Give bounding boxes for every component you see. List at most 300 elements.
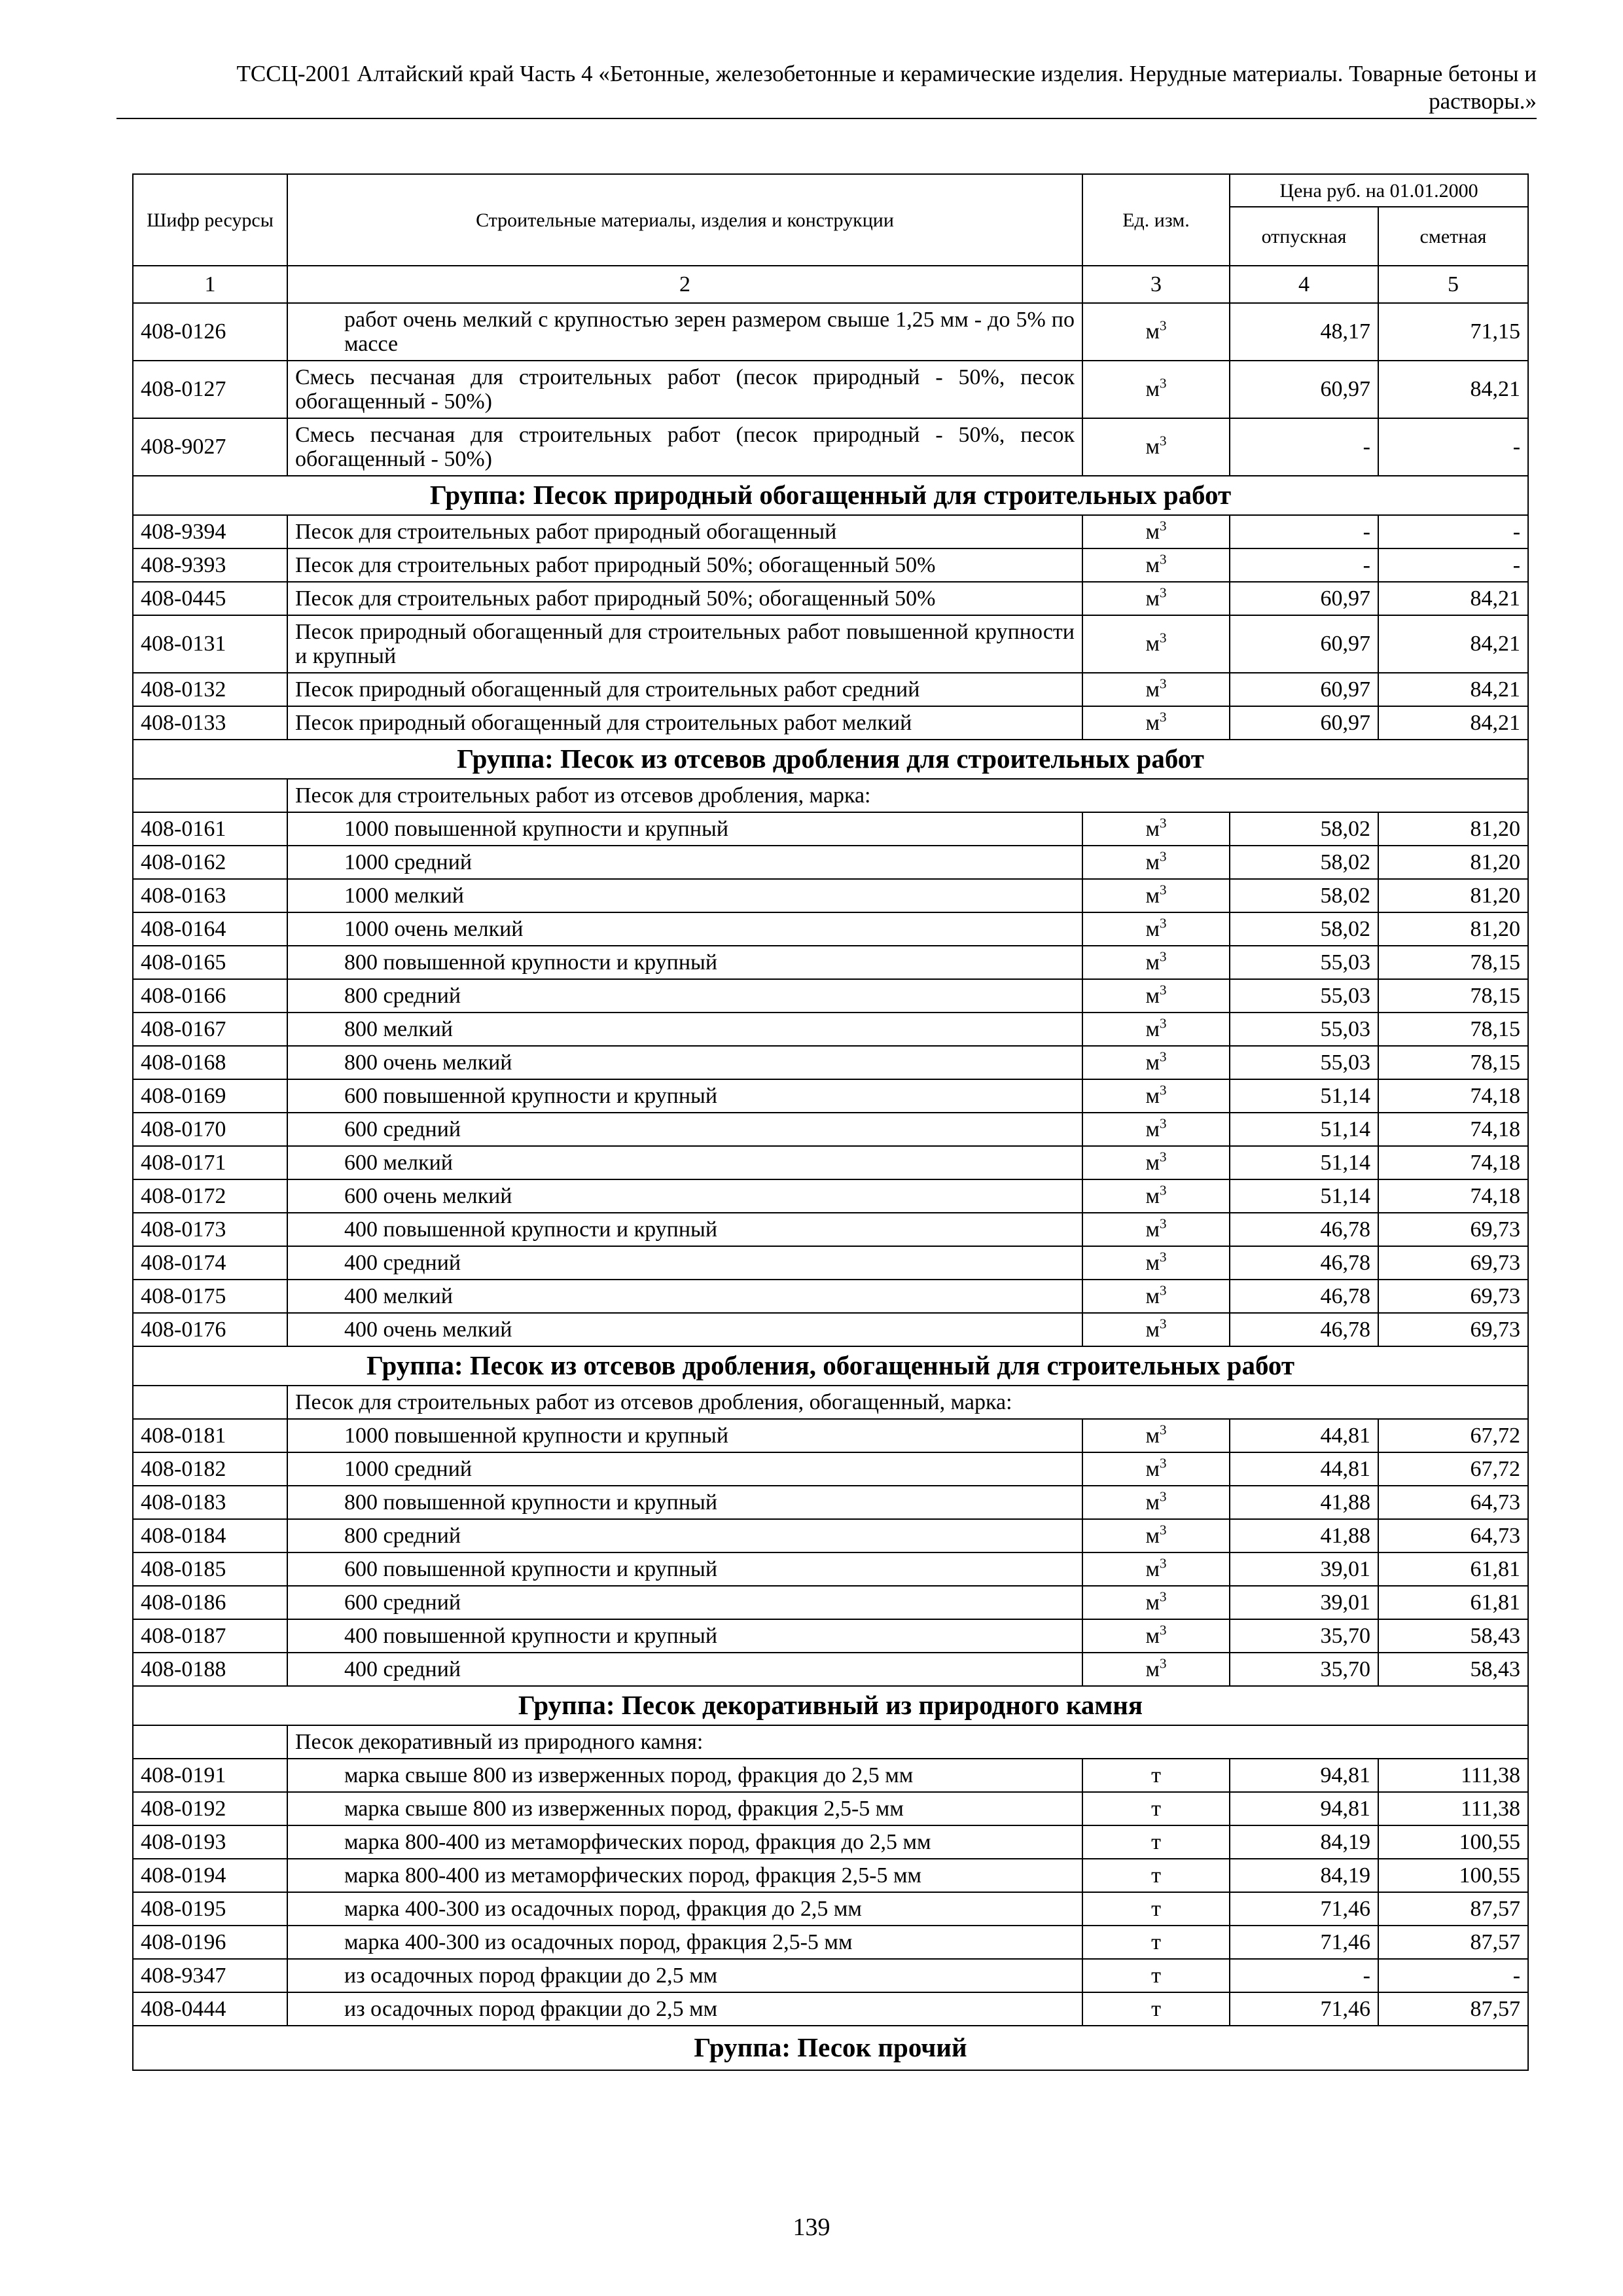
col-unit-header: Ед. изм. [1082,174,1230,266]
resource-code: 408-0194 [133,1859,287,1892]
table-row [133,1179,1528,1213]
unit-text: т [1151,1996,1161,2021]
table-row [133,1992,1528,2026]
unit-of-measure [1082,673,1230,706]
table-row [133,1892,1528,1926]
empty-code-cell [133,779,287,812]
estimate-price: 81,20 [1378,846,1528,879]
release-price: - [1230,418,1378,476]
table-row [133,1825,1528,1859]
unit-text: м [1145,850,1160,874]
material-name: марка свыше 800 из изверженных пород, фракция до 2,5 мм [287,1759,1082,1792]
group-heading-row [133,476,1528,515]
release-price: 41,88 [1230,1519,1378,1552]
unit-text: т [1151,1929,1161,1954]
unit-exponent: 3 [1160,1622,1167,1638]
table-row [133,912,1528,946]
material-name: 1000 средний [287,1452,1082,1486]
unit-text: м [1145,1283,1160,1308]
material-name: 800 средний [287,1519,1082,1552]
material-name: 1000 очень мелкий [287,912,1082,946]
estimate-price: 64,73 [1378,1486,1528,1519]
resource-code: 408-0176 [133,1313,287,1346]
release-price: 94,81 [1230,1792,1378,1825]
table-row [133,1926,1528,1959]
unit-text: т [1151,1829,1161,1854]
estimate-price: 78,15 [1378,946,1528,979]
release-price: 60,97 [1230,673,1378,706]
page-header [116,60,1537,119]
resource-code: 408-0191 [133,1759,287,1792]
estimate-price: 87,57 [1378,1926,1528,1959]
unit-exponent: 3 [1160,1215,1167,1232]
estimate-price: 81,20 [1378,812,1528,846]
unit-of-measure [1082,418,1230,476]
material-name: марка 800-400 из метаморфических пород, фракция 2,5-5 мм [287,1859,1082,1892]
material-name: Песок для строительных работ природный обогащенный [287,515,1082,548]
release-price: 58,02 [1230,846,1378,879]
unit-exponent: 3 [1160,1115,1167,1132]
unit-of-measure [1082,706,1230,740]
group-heading-row [133,2026,1528,2070]
resource-code: 408-9394 [133,515,287,548]
table-row [133,1313,1528,1346]
unit-text: м [1145,710,1160,735]
unit-text: м [1145,1623,1160,1648]
table-row [133,1146,1528,1179]
unit-exponent: 3 [1160,1316,1167,1332]
unit-of-measure [1082,1313,1230,1346]
release-price: 39,01 [1230,1586,1378,1619]
table-row [133,303,1528,361]
resource-code: 408-0164 [133,912,287,946]
unit-of-measure [1082,1992,1230,2026]
estimate-price: 69,73 [1378,1213,1528,1246]
resource-code: 408-0169 [133,1079,287,1113]
unit-exponent: 3 [1160,584,1167,601]
resource-code: 408-0181 [133,1419,287,1452]
release-price: 71,46 [1230,1926,1378,1959]
resource-code: 408-0182 [133,1452,287,1486]
table-row [133,1246,1528,1280]
release-price: 41,88 [1230,1486,1378,1519]
resource-code: 408-0168 [133,1046,287,1079]
unit-exponent: 3 [1160,1015,1167,1031]
unit-text: м [1145,552,1160,577]
col-code-header: Шифр ресурсы [133,174,287,266]
unit-exponent: 3 [1160,1422,1167,1438]
unit-exponent: 3 [1160,1455,1167,1471]
release-price: 55,03 [1230,1046,1378,1079]
resource-code: 408-0163 [133,879,287,912]
unit-of-measure [1082,548,1230,582]
resource-code: 408-0444 [133,1992,287,2026]
estimate-price: 67,72 [1378,1452,1528,1486]
estimate-price: 71,15 [1378,303,1528,361]
release-price: 46,78 [1230,1280,1378,1313]
resource-code: 408-0161 [133,812,287,846]
col-price-header: Цена руб. на 01.01.2000 [1230,174,1528,207]
resource-code: 408-0165 [133,946,287,979]
table-row [133,615,1528,673]
estimate-price: 78,15 [1378,1013,1528,1046]
material-name: Песок природный обогащенный для строительных работ повышенной крупности и крупный [287,615,1082,673]
table-row [133,946,1528,979]
unit-text: м [1145,1523,1160,1548]
unit-exponent: 3 [1160,518,1167,534]
resource-code: 408-0170 [133,1113,287,1146]
unit-of-measure [1082,1926,1230,1959]
estimate-price: 67,72 [1378,1419,1528,1452]
resource-code: 408-0192 [133,1792,287,1825]
unit-text: м [1145,1590,1160,1615]
estimate-price: 81,20 [1378,879,1528,912]
unit-of-measure [1082,1759,1230,1792]
unit-of-measure [1082,615,1230,673]
table-row [133,1552,1528,1586]
estimate-price: 64,73 [1378,1519,1528,1552]
material-name: марка 400-300 из осадочных пород, фракция до 2,5 мм [287,1892,1082,1926]
estimate-price: 87,57 [1378,1892,1528,1926]
unit-exponent: 3 [1160,317,1167,334]
estimate-price: 69,73 [1378,1280,1528,1313]
subheading-row [133,1725,1528,1759]
unit-text: м [1145,1150,1160,1175]
unit-of-measure [1082,1792,1230,1825]
unit-exponent: 3 [1160,433,1167,449]
unit-of-measure [1082,1653,1230,1686]
unit-exponent: 3 [1160,709,1167,725]
material-name: работ очень мелкий с крупностью зерен размером свыше 1,25 мм - до 5% по массе [287,303,1082,361]
unit-of-measure [1082,846,1230,879]
unit-exponent: 3 [1160,675,1167,692]
table-row [133,1486,1528,1519]
material-name: 600 мелкий [287,1146,1082,1179]
resource-code: 408-9393 [133,548,287,582]
group-title: Группа: Песок из отсевов дробления для строительных работ [133,740,1528,779]
unit-of-measure [1082,1146,1230,1179]
estimate-price: 74,18 [1378,1179,1528,1213]
material-name: 600 повышенной крупности и крупный [287,1552,1082,1586]
estimate-price: 81,20 [1378,912,1528,946]
group-title: Группа: Песок из отсевов дробления, обогащенный для строительных работ [133,1346,1528,1386]
table-row [133,1759,1528,1792]
unit-text: т [1151,1763,1161,1787]
estimate-price: 87,57 [1378,1992,1528,2026]
table-row [133,812,1528,846]
unit-text: м [1145,1556,1160,1581]
material-name: Песок для строительных работ природный 50%; обогащенный 50% [287,582,1082,615]
table-row [133,1113,1528,1146]
release-price: 55,03 [1230,979,1378,1013]
unit-exponent: 3 [1160,1588,1167,1605]
table-row [133,1046,1528,1079]
unit-of-measure [1082,1892,1230,1926]
col-number: 3 [1082,266,1230,303]
estimate-price: 78,15 [1378,979,1528,1013]
unit-exponent: 3 [1160,1522,1167,1538]
unit-exponent: 3 [1160,1082,1167,1098]
resource-code: 408-0167 [133,1013,287,1046]
release-price: 84,19 [1230,1859,1378,1892]
unit-exponent: 3 [1160,1049,1167,1065]
estimate-price: 74,18 [1378,1113,1528,1146]
col-number: 1 [133,266,287,303]
group-title: Группа: Песок декоративный из природного камня [133,1686,1528,1725]
unit-exponent: 3 [1160,375,1167,391]
material-name: из осадочных пород фракции до 2,5 мм [287,1992,1082,2026]
unit-text: т [1151,1896,1161,1921]
unit-text: м [1145,319,1160,344]
material-name: 600 средний [287,1113,1082,1146]
material-name: 400 очень мелкий [287,1313,1082,1346]
table-row [133,1280,1528,1313]
col-name-header: Строительные материалы, изделия и конструкции [287,174,1082,266]
unit-of-measure [1082,1213,1230,1246]
estimate-price: 74,18 [1378,1146,1528,1179]
unit-of-measure [1082,1959,1230,1992]
unit-exponent: 3 [1160,1182,1167,1198]
release-price: 46,78 [1230,1313,1378,1346]
material-name: 1000 повышенной крупности и крупный [287,812,1082,846]
estimate-price: 100,55 [1378,1825,1528,1859]
resource-code: 408-0195 [133,1892,287,1926]
resource-code: 408-0186 [133,1586,287,1619]
release-price: 51,14 [1230,1146,1378,1179]
subheading-row [133,1386,1528,1419]
unit-text: т [1151,1863,1161,1888]
material-name: марка 400-300 из осадочных пород, фракция 2,5-5 мм [287,1926,1082,1959]
table-row [133,1213,1528,1246]
unit-of-measure [1082,946,1230,979]
unit-text: т [1151,1963,1161,1988]
table-row [133,1519,1528,1552]
unit-of-measure [1082,1859,1230,1892]
group-heading-row [133,740,1528,779]
unit-of-measure [1082,1246,1230,1280]
unit-text: м [1145,1317,1160,1342]
release-price: 48,17 [1230,303,1378,361]
unit-of-measure [1082,879,1230,912]
estimate-price: 74,18 [1378,1079,1528,1113]
unit-of-measure [1082,912,1230,946]
unit-of-measure [1082,515,1230,548]
estimate-price: 58,43 [1378,1653,1528,1686]
unit-of-measure [1082,1586,1230,1619]
estimate-price: 111,38 [1378,1759,1528,1792]
release-price: 51,14 [1230,1079,1378,1113]
estimate-price: 69,73 [1378,1313,1528,1346]
estimate-price: 69,73 [1378,1246,1528,1280]
unit-of-measure [1082,979,1230,1013]
estimate-price: 61,81 [1378,1586,1528,1619]
col-estimate-header: сметная [1378,207,1528,266]
table-row [133,1792,1528,1825]
table-row [133,1959,1528,1992]
col-number: 4 [1230,266,1378,303]
release-price: 39,01 [1230,1552,1378,1586]
unit-exponent: 3 [1160,1249,1167,1265]
unit-of-measure [1082,812,1230,846]
material-name: 600 очень мелкий [287,1179,1082,1213]
unit-text: м [1145,1183,1160,1208]
material-name: 400 повышенной крупности и крупный [287,1619,1082,1653]
resource-code: 408-0174 [133,1246,287,1280]
material-name: 1000 мелкий [287,879,1082,912]
material-name: 800 повышенной крупности и крупный [287,946,1082,979]
estimate-price: 58,43 [1378,1619,1528,1653]
material-name: 800 повышенной крупности и крупный [287,1486,1082,1519]
material-name: Песок природный обогащенный для строительных работ мелкий [287,706,1082,740]
resource-code: 408-0175 [133,1280,287,1313]
material-name: 600 средний [287,1586,1082,1619]
release-price: 55,03 [1230,1013,1378,1046]
unit-text: м [1145,1016,1160,1041]
estimate-price: - [1378,1959,1528,1992]
table-head [133,174,1528,303]
estimate-price: 84,21 [1378,706,1528,740]
resource-code: 408-0184 [133,1519,287,1552]
table-row [133,1859,1528,1892]
price-table [132,173,1529,2071]
subheading-text: Песок для строительных работ из отсевов дробления, марка: [287,779,1528,812]
estimate-price: 111,38 [1378,1792,1528,1825]
unit-of-measure [1082,361,1230,418]
release-price: 51,14 [1230,1179,1378,1213]
unit-of-measure [1082,1113,1230,1146]
group-title: Группа: Песок прочий [133,2026,1528,2070]
unit-of-measure [1082,1486,1230,1519]
table-row [133,1419,1528,1452]
unit-of-measure [1082,303,1230,361]
release-price: 84,19 [1230,1825,1378,1859]
unit-exponent: 3 [1160,1655,1167,1672]
table-row [133,1452,1528,1486]
group-title: Группа: Песок природный обогащенный для строительных работ [133,476,1528,515]
resource-code: 408-0183 [133,1486,287,1519]
unit-exponent: 3 [1160,815,1167,831]
resource-code: 408-0445 [133,582,287,615]
unit-of-measure [1082,1552,1230,1586]
unit-exponent: 3 [1160,1488,1167,1505]
unit-text: т [1151,1796,1161,1821]
table-row [133,1013,1528,1046]
unit-text: м [1145,950,1160,975]
table-row [133,846,1528,879]
release-price: 94,81 [1230,1759,1378,1792]
unit-exponent: 3 [1160,1282,1167,1299]
col-number: 5 [1378,266,1528,303]
release-price: 35,70 [1230,1619,1378,1653]
release-price: 46,78 [1230,1246,1378,1280]
resource-code: 408-0187 [133,1619,287,1653]
release-price: 46,78 [1230,1213,1378,1246]
estimate-price: 84,21 [1378,361,1528,418]
group-heading-row [133,1346,1528,1386]
unit-of-measure [1082,1619,1230,1653]
table-row [133,1079,1528,1113]
unit-text: м [1145,632,1160,656]
release-price: 44,81 [1230,1419,1378,1452]
release-price: 44,81 [1230,1452,1378,1486]
resource-code: 408-9027 [133,418,287,476]
release-price: 58,02 [1230,812,1378,846]
table-row [133,548,1528,582]
unit-text: м [1145,1250,1160,1275]
resource-code: 408-0172 [133,1179,287,1213]
table-row [133,361,1528,418]
resource-code: 408-0162 [133,846,287,879]
material-name: из осадочных пород фракции до 2,5 мм [287,1959,1082,1992]
material-name: 400 средний [287,1246,1082,1280]
unit-text: м [1145,435,1160,459]
group-heading-row [133,1686,1528,1725]
table-row [133,706,1528,740]
col-number: 2 [287,266,1082,303]
resource-code: 408-0131 [133,615,287,673]
estimate-price: 78,15 [1378,1046,1528,1079]
release-price: 60,97 [1230,582,1378,615]
material-name: Смесь песчаная для строительных работ (песок природный - 50%, песок обогащенный - 50%) [287,418,1082,476]
empty-code-cell [133,1725,287,1759]
material-name: марка свыше 800 из изверженных пород, фракция 2,5-5 мм [287,1792,1082,1825]
release-price: - [1230,548,1378,582]
material-name: Песок для строительных работ природный 50%; обогащенный 50% [287,548,1082,582]
resource-code: 408-0173 [133,1213,287,1246]
table-row [133,879,1528,912]
unit-text: м [1145,816,1160,841]
unit-text: м [1145,677,1160,702]
unit-of-measure [1082,1179,1230,1213]
release-price: 58,02 [1230,912,1378,946]
header-line-1: ТССЦ-2001 Алтайский край Часть 4 «Бетонные, железобетонные и керамические изделия. Нерудные материалы. Товарные бетоны и [236,61,1537,86]
resource-code: 408-0132 [133,673,287,706]
unit-of-measure [1082,1280,1230,1313]
release-price: 71,46 [1230,1992,1378,2026]
estimate-price: 100,55 [1378,1859,1528,1892]
release-price: 55,03 [1230,946,1378,979]
unit-of-measure [1082,1013,1230,1046]
resource-code: 408-0166 [133,979,287,1013]
estimate-price: 61,81 [1378,1552,1528,1586]
resource-code: 408-0133 [133,706,287,740]
material-name: 800 мелкий [287,1013,1082,1046]
table-row [133,1653,1528,1686]
page-number: 139 [793,2214,830,2241]
release-price: - [1230,1959,1378,1992]
unit-text: м [1145,983,1160,1008]
release-price: 51,14 [1230,1113,1378,1146]
material-name: 800 средний [287,979,1082,1013]
estimate-price: 84,21 [1378,615,1528,673]
unit-text: м [1145,1456,1160,1481]
subheading-row [133,779,1528,812]
unit-exponent: 3 [1160,551,1167,567]
unit-of-measure [1082,1079,1230,1113]
table-row [133,418,1528,476]
material-name: 600 повышенной крупности и крупный [287,1079,1082,1113]
estimate-price: 84,21 [1378,582,1528,615]
unit-text: м [1145,586,1160,611]
table-row [133,582,1528,615]
material-name: 400 повышенной крупности и крупный [287,1213,1082,1246]
table-row [133,1586,1528,1619]
column-number-row [133,266,1528,303]
release-price: - [1230,515,1378,548]
release-price: 60,97 [1230,361,1378,418]
release-price: 35,70 [1230,1653,1378,1686]
unit-text: м [1145,1050,1160,1075]
